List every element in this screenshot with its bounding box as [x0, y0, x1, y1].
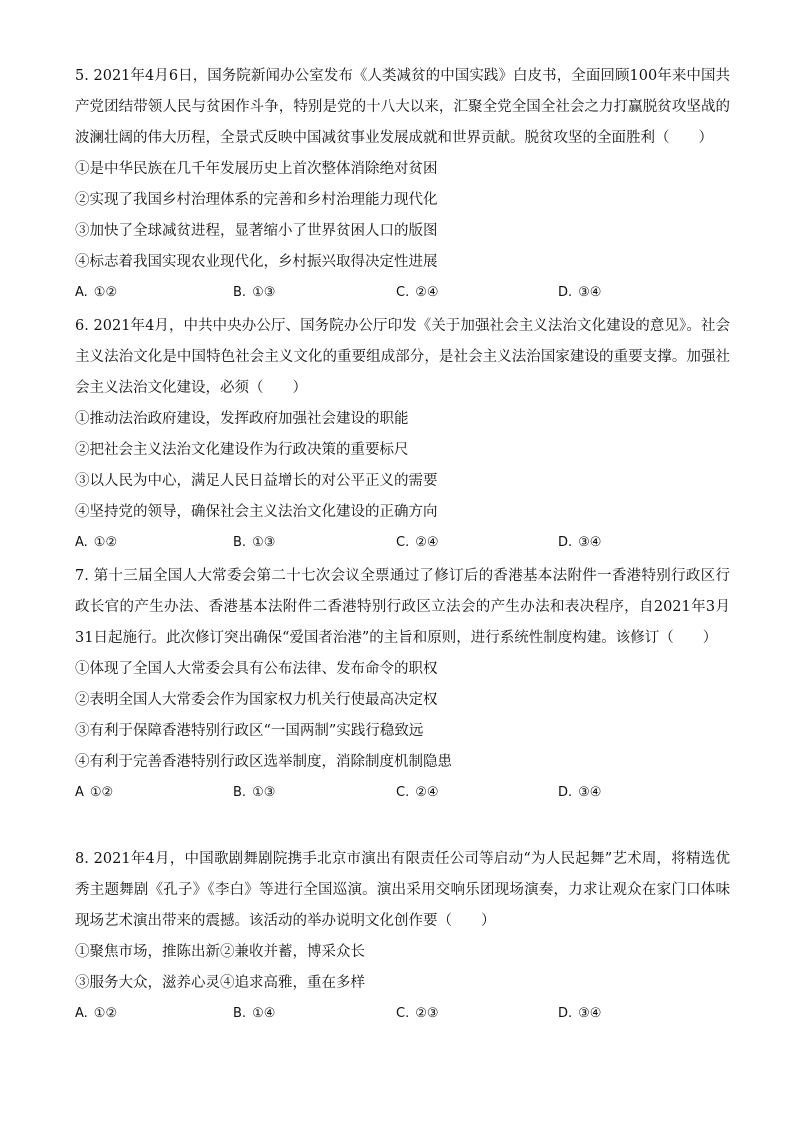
- choice-a[interactable]: A ①②: [75, 785, 114, 800]
- choice-d[interactable]: D. ③④: [558, 285, 602, 300]
- question-stem: 5. 2021年4月6日，国务院新闻办公室发布《人类减贫的中国实践》白皮书，全面回顾100年来中国共产党团结带领人民与贫困作斗争，特别是党的十八大以来，汇聚全党全国全社会之力打赢脱贫攻坚战的波澜壮阔的伟大历程，全景式反映中国减贫事业发展成就和世界贡献。脱贫攻坚的全面胜利（ ）: [75, 68, 730, 146]
- question-5: [75, 61, 730, 308]
- statement-1: ①体现了全国人大常委会具有公布法律、发布命令的职权: [75, 661, 438, 677]
- choice-b[interactable]: B. ①③: [233, 785, 276, 800]
- statement-4: ④标志着我国实现农业现代化，乡村振兴取得决定性进展: [75, 254, 438, 270]
- question-8: [75, 844, 730, 1029]
- question-7: [75, 561, 730, 808]
- statement-2: ③服务大众，滋养心灵④追求高雅，重在多样: [75, 975, 365, 991]
- answer-choices: [75, 278, 730, 308]
- choice-b[interactable]: B. ①③: [233, 285, 276, 300]
- statement-1: ①聚焦市场，推陈出新②兼收并蓄，博采众长: [75, 944, 365, 960]
- choice-d[interactable]: D. ③④: [558, 1006, 602, 1021]
- statement-1: ①推动法治政府建设，发挥政府加强社会建设的职能: [75, 411, 409, 427]
- choice-a[interactable]: A. ①②: [75, 285, 118, 300]
- statement-4: ④有利于完善香港特别行政区选举制度，消除制度机制隐患: [75, 754, 452, 770]
- statement-4: ④坚持党的领导，确保社会主义法治文化建设的正确方向: [75, 504, 438, 520]
- choice-c[interactable]: C. ②④: [396, 785, 439, 800]
- choice-b[interactable]: B. ①③: [233, 535, 276, 550]
- question-stem: 8. 2021年4月，中国歌剧舞剧院携手北京市演出有限责任公司等启动“为人民起舞”艺术周，将精选优秀主题舞剧《孔子》《李白》等进行全国巡演。演出采用交响乐团现场演奏，力求让观众在家门口体味现场艺术演出带来的震撼。该活动的举办说明文化创作要（ ）: [75, 851, 730, 929]
- question-6: [75, 311, 730, 558]
- statement-2: ②实现了我国乡村治理体系的完善和乡村治理能力现代化: [75, 192, 438, 208]
- question-stem: 7. 第十三届全国人大常委会第二十七次会议全票通过了修订后的香港基本法附件一香港特别行政区行政长官的产生办法、香港基本法附件二香港特别行政区立法会的产生办法和表决程序，自2021年3月31日起施行。此次修订突出确保“爱国者治港”的主旨和原则，进行系统性制度构建。该修订（ ）: [75, 568, 730, 646]
- statement-3: ③有利于保障香港特别行政区“一国两制”实践行稳致远: [75, 723, 424, 739]
- question-stem: 6. 2021年4月，中共中央办公厅、国务院办公厅印发《关于加强社会主义法治文化建设的意见》。社会主义法治文化是中国特色社会主义文化的重要组成部分，是社会主义法治国家建设的重要支撑。加强社会主义法治文化建设，必须（ ）: [75, 318, 730, 396]
- choice-b[interactable]: B. ①④: [233, 1006, 276, 1021]
- choice-c[interactable]: C. ②④: [396, 285, 439, 300]
- statement-2: ②把社会主义法治文化建设作为行政决策的重要标尺: [75, 442, 409, 458]
- choice-c[interactable]: C. ②③: [396, 1006, 439, 1021]
- choice-a[interactable]: A. ①②: [75, 1006, 118, 1021]
- statement-3: ③以人民为中心，满足人民日益增长的对公平正义的需要: [75, 473, 438, 489]
- answer-choices: [75, 999, 730, 1029]
- choice-d[interactable]: D. ③④: [558, 785, 602, 800]
- statement-2: ②表明全国人大常委会作为国家权力机关行使最高决定权: [75, 692, 438, 708]
- statement-3: ③加快了全球减贫进程，显著缩小了世界贫困人口的版图: [75, 223, 438, 239]
- statement-1: ①是中华民族在几千年发展历史上首次整体消除绝对贫困: [75, 161, 438, 177]
- answer-choices: [75, 778, 730, 808]
- answer-choices: [75, 528, 730, 558]
- choice-c[interactable]: C. ②④: [396, 535, 439, 550]
- choice-a[interactable]: A. ①②: [75, 535, 118, 550]
- choice-d[interactable]: D. ③④: [558, 535, 602, 550]
